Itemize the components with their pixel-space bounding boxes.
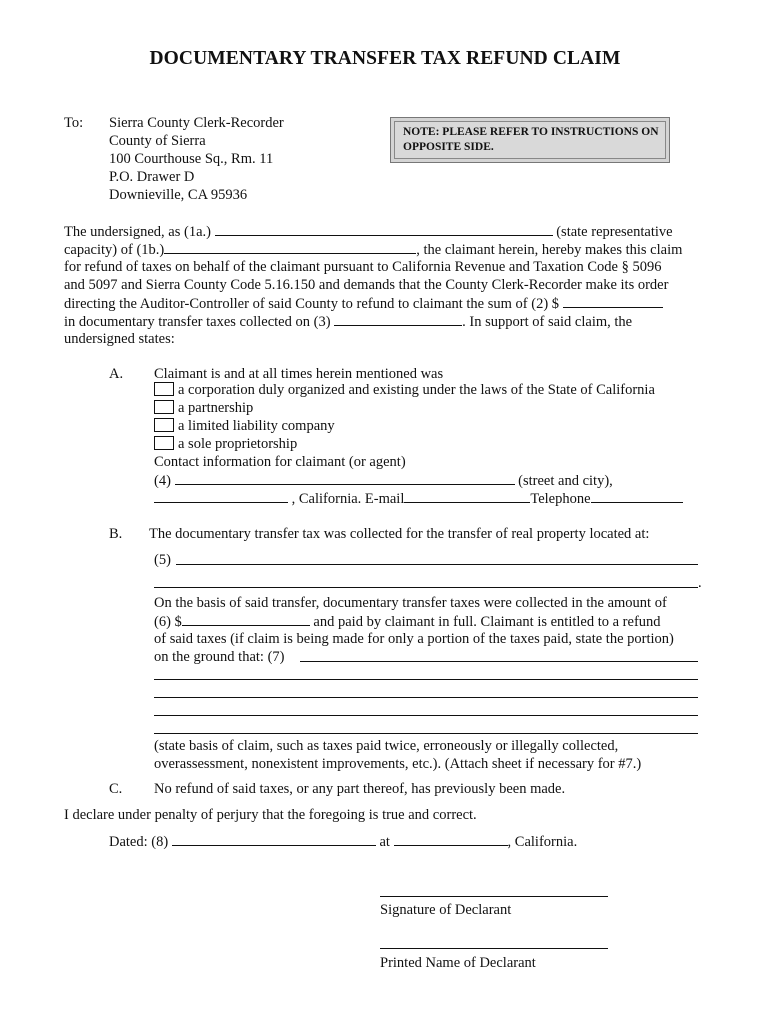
email-label: , California. E-mail <box>291 491 405 507</box>
ground-input-2[interactable] <box>154 679 698 680</box>
checkbox-sole-proprietorship[interactable] <box>154 436 174 450</box>
page-title: DOCUMENTARY TRANSFER TAX REFUND CLAIM <box>149 48 621 69</box>
address-line-1: Sierra County Clerk-Recorder <box>109 115 284 131</box>
address-line-4: P.O. Drawer D <box>109 169 195 185</box>
address-line-3: 100 Courthouse Sq., Rm. 11 <box>109 151 274 167</box>
note-text: NOTE: PLEASE REFER TO INSTRUCTIONS ON OPPOSITE SIDE. <box>394 121 666 159</box>
address-line-2: County of Sierra <box>109 133 206 149</box>
checkbox-llc[interactable] <box>154 418 174 432</box>
intro-line-2 <box>64 240 682 259</box>
section-b-lead: The documentary transfer tax was collected for the transfer of real property located at: <box>149 526 650 542</box>
field-4-label: (4) <box>154 473 171 489</box>
option-sole-proprietorship-label: a sole proprietorship <box>178 436 298 452</box>
basis-note-2: overassessment, nonexistent improvements, etc.). (Attach sheet if necessary for #7.) <box>154 756 642 772</box>
section-c-text: No refund of said taxes, or any part thereof, has previously been made. <box>154 781 566 797</box>
field-1b-input[interactable] <box>164 240 416 254</box>
printed-name-label: Printed Name of Declarant <box>380 955 536 971</box>
section-a-label: A. <box>109 366 124 382</box>
street-city-input[interactable] <box>175 471 515 485</box>
checkbox-corporation[interactable] <box>154 382 174 396</box>
field-6-amount-input[interactable] <box>182 612 310 626</box>
intro-line-7: undersigned states: <box>64 331 175 347</box>
basis-line-3: of said taxes (if claim is being made for only a portion of the taxes paid, state the portion) <box>154 631 674 647</box>
basis-line-1: On the basis of said transfer, documentary transfer taxes were collected in the amount of <box>154 595 667 611</box>
contact-info-label: Contact information for claimant (or agent) <box>154 454 406 470</box>
date-input[interactable] <box>172 832 376 846</box>
ground-input-5[interactable] <box>154 733 698 734</box>
intro-1b-label: capacity) of (1b.) <box>64 242 165 258</box>
telephone-input[interactable] <box>591 489 683 503</box>
option-partnership-label: a partnership <box>178 400 254 416</box>
intro-line-6 <box>64 312 632 331</box>
printed-name-input[interactable] <box>380 948 608 949</box>
intro-line-4: and 5097 and Sierra County Code 5.16.150 and demands that the County Clerk-Recorder make its order <box>64 277 669 293</box>
city-input[interactable] <box>394 832 508 846</box>
to-label: To: <box>64 115 84 131</box>
address-line-5: Downieville, CA 95936 <box>109 187 248 203</box>
dated-line <box>109 832 577 851</box>
section-b-label: B. <box>109 526 123 542</box>
field-6-label: (6) $ <box>154 614 182 630</box>
dated-california-label: , California. <box>507 834 578 850</box>
ground-input-4[interactable] <box>154 715 698 716</box>
intro-3-suffix: . In support of said claim, the <box>462 314 633 330</box>
field-2-amount-input[interactable] <box>563 294 663 308</box>
property-location-input[interactable] <box>176 564 698 565</box>
checkbox-partnership[interactable] <box>154 400 174 414</box>
at-label: at <box>379 834 390 850</box>
signature-label: Signature of Declarant <box>380 902 512 918</box>
intro-2-label: directing the Auditor-Controller of said County to refund to claimant the sum of (2) $ <box>64 296 560 312</box>
basis-line-2 <box>154 612 661 631</box>
signature-input[interactable] <box>380 896 608 897</box>
field-5-label: (5) <box>154 552 171 568</box>
ground-input-1[interactable] <box>300 661 698 662</box>
option-llc-label: a limited liability company <box>178 418 335 434</box>
section-c-label: C. <box>109 781 123 797</box>
street-city-label: (street and city), <box>518 473 613 489</box>
contact-line-2 <box>154 489 683 508</box>
field-7-label: on the ground that: (7) <box>154 649 285 665</box>
intro-line-1 <box>64 222 673 241</box>
declaration-text: I declare under penalty of perjury that the foregoing is true and correct. <box>64 807 477 823</box>
option-corporation-label: a corporation duly organized and existing under the laws of the State of California <box>178 382 655 398</box>
intro-line-5 <box>64 294 663 313</box>
intro-3-label: in documentary transfer taxes collected on (3) <box>64 314 331 330</box>
contact-line-1 <box>154 471 613 490</box>
field-1a-input[interactable] <box>215 222 553 236</box>
telephone-label: Telephone <box>530 491 591 507</box>
property-location-input-2[interactable] <box>154 587 698 588</box>
basis-note-1: (state basis of claim, such as taxes paid twice, erroneously or illegally collected, <box>154 738 619 754</box>
intro-1a-label: The undersigned, as (1a.) <box>64 224 211 240</box>
note-box <box>390 117 670 163</box>
dated-label: Dated: (8) <box>109 834 169 850</box>
ground-input-3[interactable] <box>154 697 698 698</box>
email-input[interactable] <box>404 489 530 503</box>
section-a-lead: Claimant is and at all times herein mentioned was <box>154 366 444 382</box>
state-input[interactable] <box>154 489 288 503</box>
intro-1a-suffix: (state representative <box>556 224 673 240</box>
intro-1b-suffix: , the claimant herein, hereby makes this claim <box>416 242 683 258</box>
intro-line-3: for refund of taxes on behalf of the claimant pursuant to California Revenue and Taxation Code § 5096 <box>64 259 662 275</box>
basis-line-2-text: and paid by claimant in full. Claimant is entitled to a refund <box>313 614 661 630</box>
property-period: . <box>698 575 702 591</box>
field-3-date-input[interactable] <box>334 312 462 326</box>
basis-line-4 <box>154 648 284 666</box>
